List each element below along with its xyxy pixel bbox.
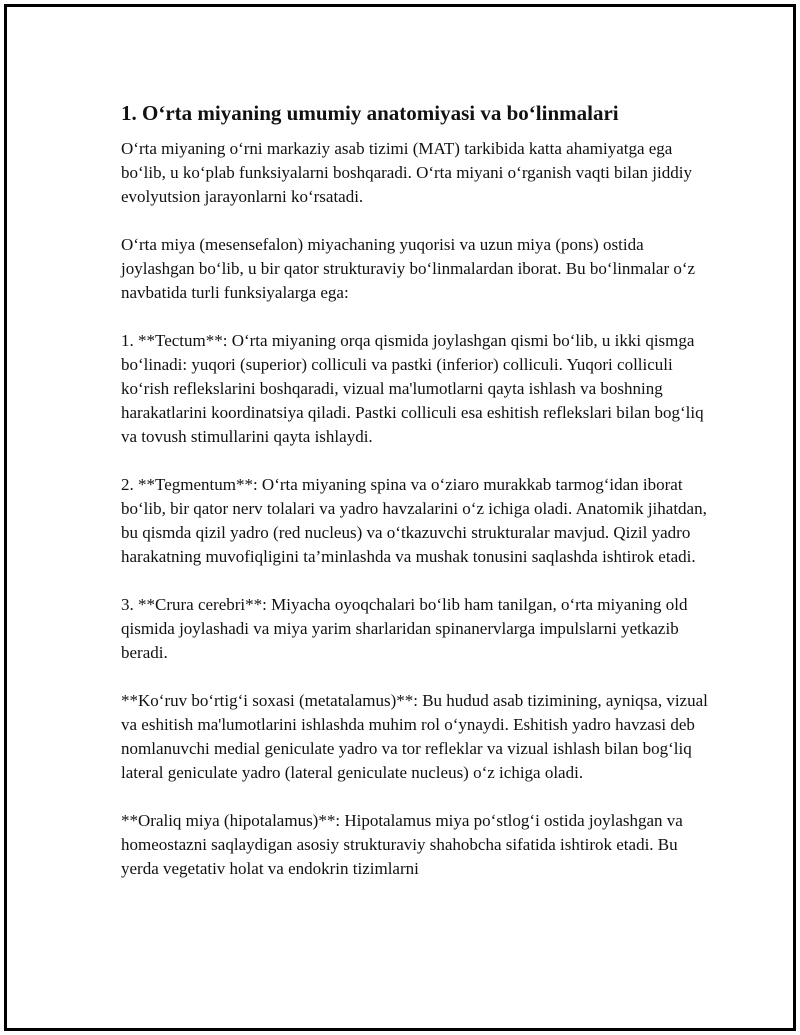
paragraph-metatalamus: **Ko‘ruv bo‘rtig‘i soxasi (metatalamus)**: Bu hudud asab tizimining, ayniqsa, vizual va eshitish ma'lumotlarini ishlashda muhim rol o‘ynaydi. Eshitish yadro havzasi deb nomlanuvchi medial geniculate yadro va tor refleklar va vizual ishlash bilan bog‘liq lateral geniculate yadro (lateral geniculate nucleus) o‘z ichiga oladi. xyxy=(121,691,708,782)
paragraph-hipotalamus: **Oraliq miya (hipotalamus)**: Hipotalamus miya po‘stlog‘i ostida joylashgan va homeostazni saqlaydigan asosiy strukturaviy shahobcha sifatida ishtirok etadi. Bu yerda vegetativ holat va endokrin tizimlarni xyxy=(121,811,683,878)
paragraph-tegmentum: 2. **Tegmentum**: O‘rta miyaning spina va o‘ziaro murakkab tarmog‘idan iborat bo‘lib, bir qator nerv tolalari va yadro havzalarini o‘z ichiga oladi. Anatomik jihatdan, bu qismda qizil yadro (red nucleus) va o‘tkazuvchi strukturalar mavjud. Qizil yadro harakatning muvofiqligini ta’minlashda va mushak tonusini saqlashda ishtirok etadi. xyxy=(121,475,707,566)
paragraph-location: O‘rta miya (mesensefalon) miyachaning yuqorisi va uzun miya (pons) ostida joylashgan bo‘lib, u bir qator strukturaviy bo‘linmalardan iborat. Bu bo‘linmalar o‘z navbatida turli funksiyalarga ega: xyxy=(121,235,696,302)
document-body xyxy=(121,99,711,905)
paragraph-crura-cerebri: 3. **Crura cerebri**: Miyacha oyoqchalari bo‘lib ham tanilgan, o‘rta miyaning old qismida joylashadi va miya yarim sharlaridan spinanervlarga impulslarni yetkazib beradi. xyxy=(121,595,688,662)
page-frame xyxy=(4,4,796,1031)
paragraph-intro: O‘rta miyaning o‘rni markaziy asab tizimi (MAT) tarkibida katta ahamiyatga ega bo‘lib, u ko‘plab funksiyalarni boshqaradi. O‘rta miyani o‘rganish vaqti bilan jiddiy evolyutsion jarayonlarni ko‘rsatadi. xyxy=(121,139,692,206)
section-heading: 1. O‘rta miyaning umumiy anatomiyasi va bo‘linmalari xyxy=(121,101,619,125)
paragraph-tectum: 1. **Tectum**: O‘rta miyaning orqa qismida joylashgan qismi bo‘lib, u ikki qismga bo‘linadi: yuqori (superior) colliculi va pastki (inferior) colliculi. Yuqori colliculi ko‘rish reflekslarini boshqaradi, vizual ma'lumotlarni qayta ishlash va boshning harakatlarini koordinatsiya qiladi. Pastki colliculi esa eshitish reflekslari bilan bog‘liq va tovush stimullarini qayta ishlaydi. xyxy=(121,331,704,446)
